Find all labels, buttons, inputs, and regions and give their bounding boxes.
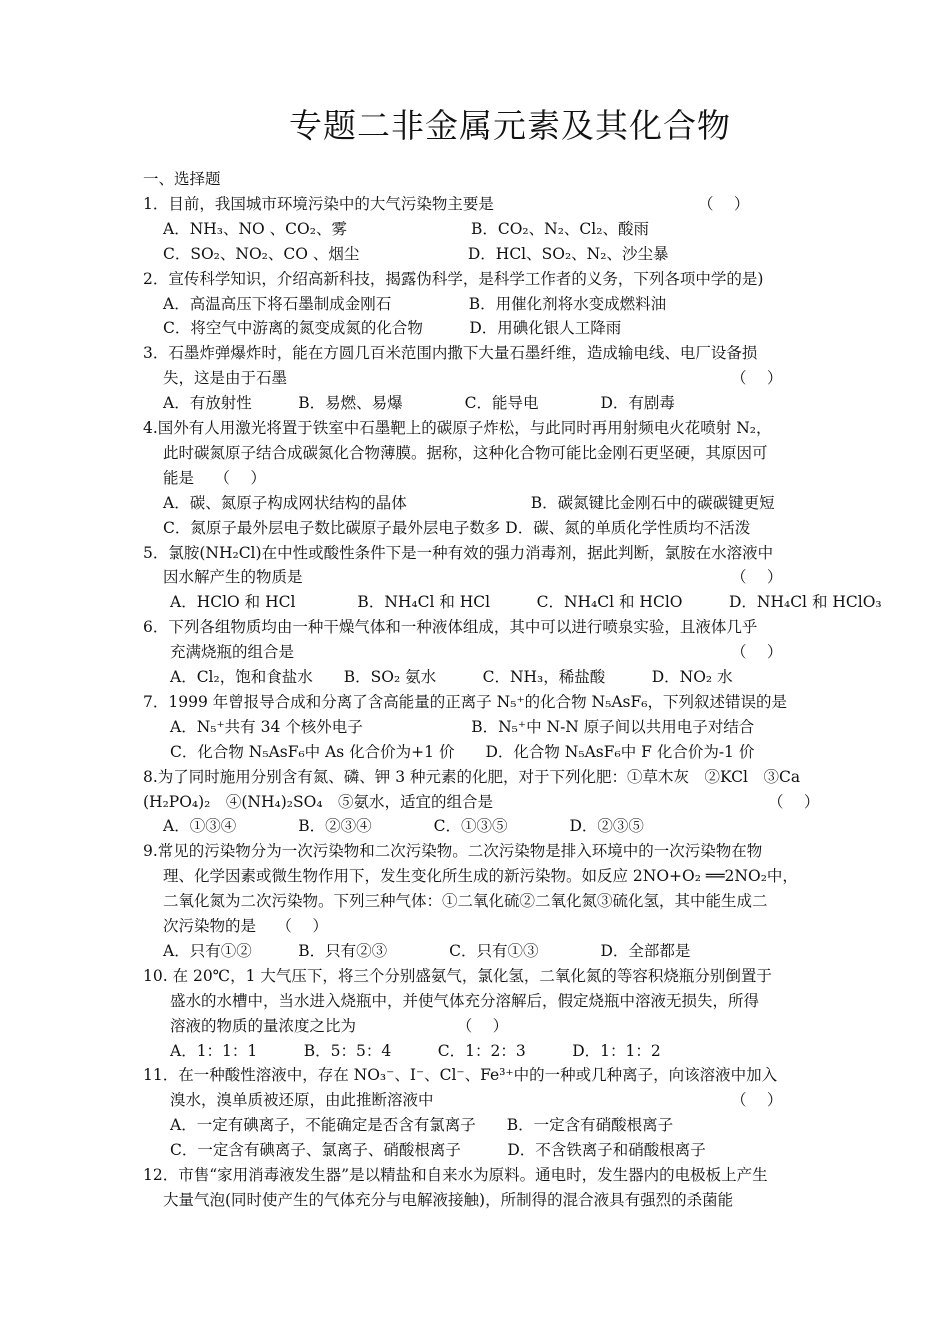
page-title: 专题二非金属元素及其化合物 <box>289 106 731 145</box>
document-line: C．化合物 N₅AsF₆中 As 化合价为+1 价 D．化合物 N₅AsF₆中 F 化合价为-1 价 <box>170 742 755 761</box>
document-line: 7．1999 年曾报导合成和分离了含高能量的正离子 N₅⁺的化合物 N₅AsF₆，下列叙述错误的是 <box>143 692 787 711</box>
document-line: C．SO₂、NO₂、CO 、烟尘 D．HCl、SO₂、N₂、沙尘暴 <box>163 244 669 263</box>
document-line: A．有放射性 B．易燃、易爆 C．能导电 D．有剧毒 <box>163 394 675 413</box>
answer-blank: （ ） <box>731 369 783 388</box>
document-line: 因水解产生的物质是 <box>163 568 303 587</box>
document-line: 二氧化氮为二次污染物。下列三种气体：①二氧化硫②二氧化氮③硫化氢，其中能生成二 <box>163 892 768 911</box>
document-line: 11．在一种酸性溶液中，存在 NO₃⁻、I⁻、Cl⁻、Fe³⁺中的一种或几种离子，向该溶液中加入 <box>143 1066 778 1085</box>
document-line: 此时碳氮原子结合成碳氮化合物薄膜。据称，这种化合物可能比金刚石更坚硬，其原因可 <box>163 443 768 462</box>
document-line: 能是 （ ） <box>163 468 266 487</box>
document-line: 10. 在 20℃，1 大气压下，将三个分别盛氨气，氯化氢，二氧化氮的等容积烧瓶分别倒置于 <box>143 966 772 985</box>
document-line: 1．目前，我国城市环境污染中的大气污染物主要是 <box>143 194 494 213</box>
answer-blank: （ ） <box>768 792 820 811</box>
document-line: A．1：1：1 B．5：5：4 C．1：2：3 D．1：1：2 <box>170 1041 661 1060</box>
document-line: A．高温高压下将石墨制成金刚石 B．用催化剂将水变成燃料油 <box>163 294 667 313</box>
document-line: 8.为了同时施用分别含有氮、磷、钾 3 种元素的化肥，对于下列化肥：①草木灰 ②KCl ③Ca <box>143 767 801 786</box>
document-line: 9.常见的污染物分为一次污染物和二次污染物。二次污染物是排入环境中的一次污染物在物 <box>143 842 763 861</box>
document-line: 次污染物的是 （ ） <box>163 917 328 935</box>
document-line: A．①③④ B．②③④ C．①③⑤ D．②③⑤ <box>163 817 644 836</box>
answer-blank: （ ） <box>731 643 783 662</box>
document-line: 失，这是由于石墨 <box>163 369 288 388</box>
document-line: 5．氯胺(NH₂Cl)在中性或酸性条件下是一种有效的强力消毒剂，据此判断，氯胺在水溶液中 <box>143 543 774 562</box>
document-line: 大量气泡(同时使产生的气体充分与电解液接触)，所制得的混合液具有强烈的杀菌能 <box>163 1190 734 1209</box>
document-line: 溶液的物质的量浓度之比为 （ ） <box>170 1016 509 1035</box>
document-line: 一、选择题 <box>143 170 221 188</box>
document-line: 4.国外有人用激光将置于铁室中石墨靶上的碳原子炸松，与此同时再用射频电火花喷射 N₂， <box>143 419 772 437</box>
answer-blank: （ ） <box>731 1091 783 1110</box>
document-line: A．NH₃、NO 、CO₂、雾 B．CO₂、N₂、Cl₂、酸雨 <box>163 219 649 238</box>
answer-blank: （ ） <box>731 568 783 587</box>
document-line: 3．石墨炸弹爆炸时，能在方圆几百米范围内撒下大量石墨纤维，造成输电线、电厂设备损 <box>143 344 758 363</box>
document-line: 6．下列各组物质均由一种干燥气体和一种液体组成，其中可以进行喷泉实验，且液体几乎 <box>143 618 758 637</box>
document-line: C．氮原子最外层电子数比碳原子最外层电子数多 D．碳、氮的单质化学性质均不活泼 <box>163 518 751 537</box>
document-line: C．将空气中游离的氮变成氮的化合物 D．用碘化银人工降雨 <box>163 319 622 338</box>
document-line: A．HClO 和 HCl B．NH₄Cl 和 HCl C．NH₄Cl 和 HClO D．NH₄Cl 和 HClO₃ <box>170 593 882 612</box>
document-line: (H₂PO₄)₂ ④(NH₄)₂SO₄ ⑤氨水，适宜的组合是 <box>143 792 494 811</box>
document-line: 12．市售“家用消毒液发生器”是以精盐和自来水为原料。通电时，发生器内的电极板上产生 <box>143 1166 768 1184</box>
document-line: A．N₅⁺共有 34 个核外电子 B．N₅⁺中 N-N 原子间以共用电子对结合 <box>170 717 755 736</box>
document-line: 充满烧瓶的组合是 <box>170 643 295 662</box>
document-line: 盛水的水槽中，当水进入烧瓶中，并使气体充分溶解后，假定烧瓶中溶液无损失，所得 <box>170 991 760 1010</box>
document-line: 溴水，溴单质被还原，由此推断溶液中 <box>170 1091 434 1110</box>
document-line: C．一定含有碘离子、氯离子、硝酸根离子 D．不含铁离子和硝酸根离子 <box>170 1141 706 1160</box>
document-line: A．Cl₂，饱和食盐水 B．SO₂ 氨水 C．NH₃，稀盐酸 D．NO₂ 水 <box>170 668 733 686</box>
document-line: 理、化学因素或微生物作用下，发生变化所生成的新污染物。如反应 2NO+O₂ ══2NO₂中， <box>163 867 798 886</box>
document-line: 2．宣传科学知识，介绍高新科技，揭露伪科学，是科学工作者的义务，下列各项中学的是) <box>143 269 764 288</box>
document-line: A．碳、氮原子构成网状结构的晶体 B．碳氮键比金刚石中的碳碳键更短 <box>163 493 775 512</box>
document-line: A．只有①② B．只有②③ C．只有①③ D．全部都是 <box>163 941 691 960</box>
document-line: A．一定有碘离子，不能确定是否含有氯离子 B．一定含有硝酸根离子 <box>170 1116 674 1135</box>
answer-blank: （ ） <box>698 194 750 213</box>
